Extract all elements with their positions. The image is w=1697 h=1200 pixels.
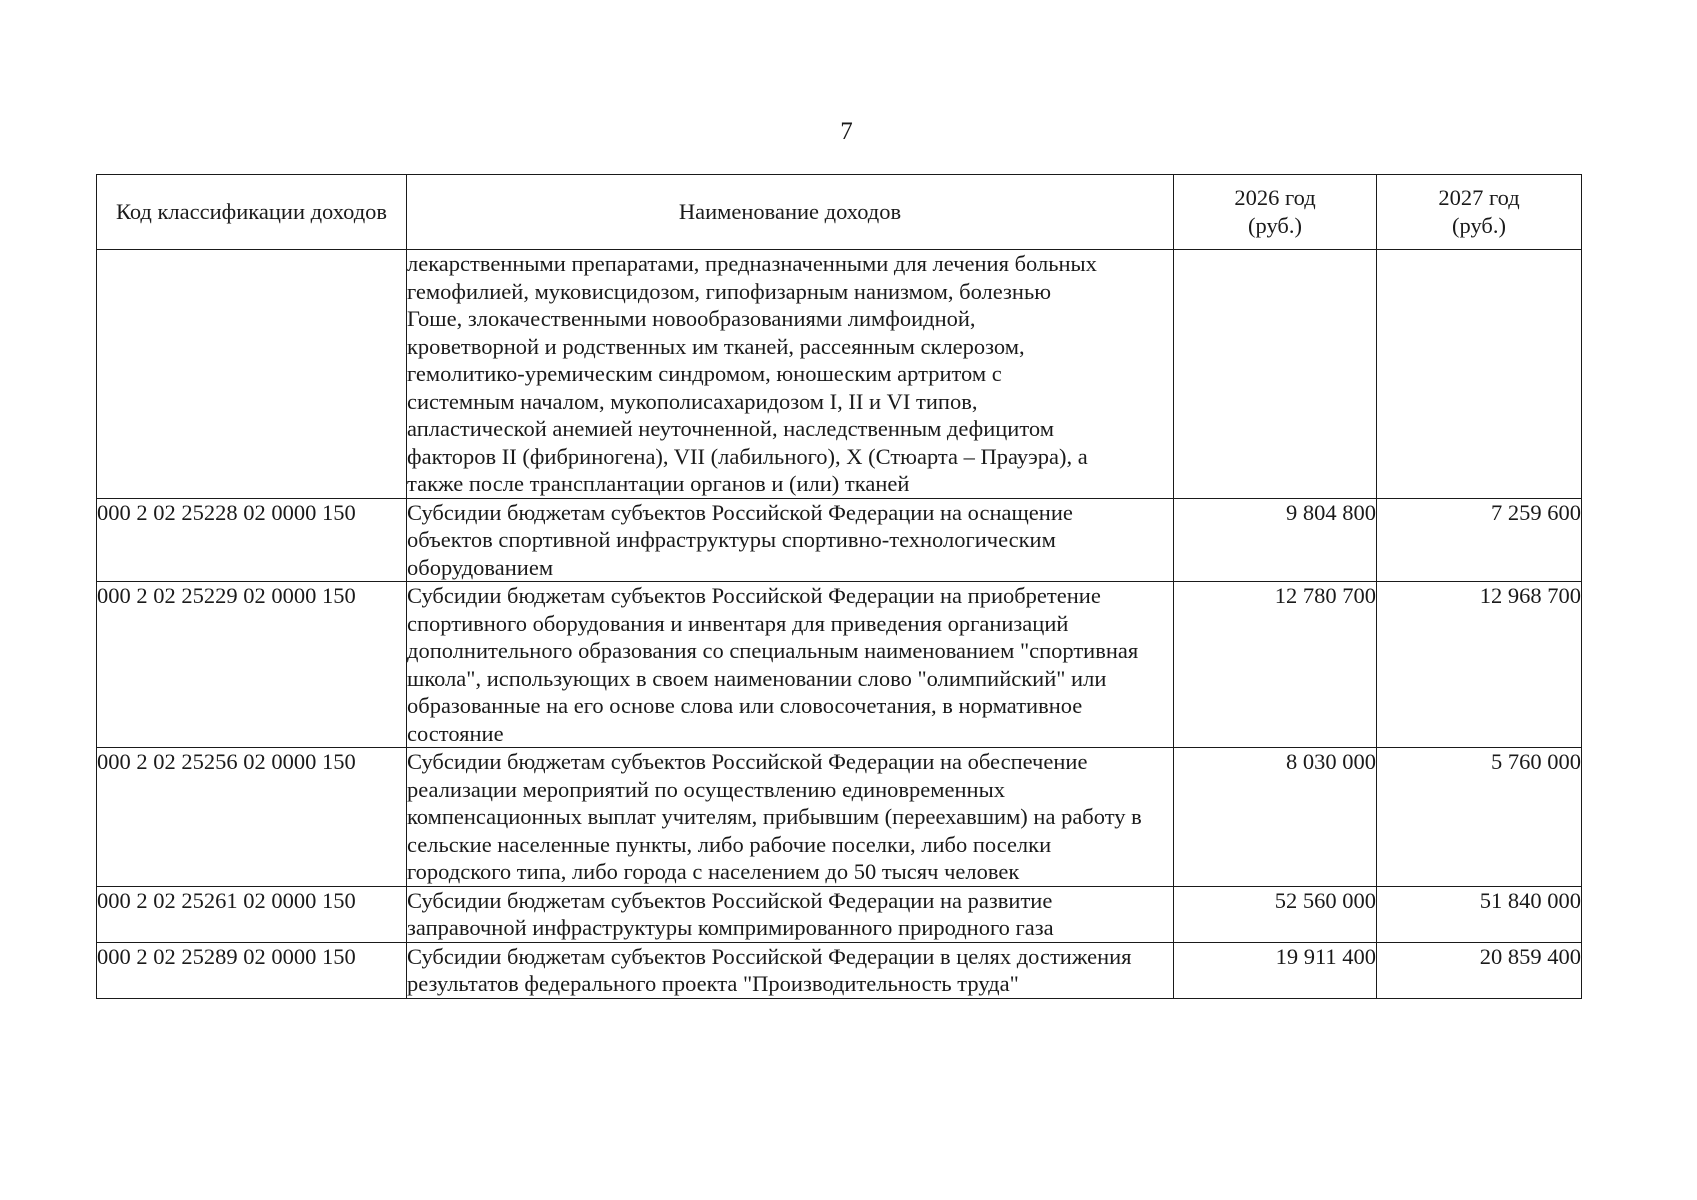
row-name: Субсидии бюджетам субъектов Российской Федерации на приобретение спортивного оборудования и инвентаря для приведения организаций дополнительного образования со специальным наименованием "спортивная школа", использующих в своем наименовании слово "олимпийский" или образованные на его основе слова или словосочетания, в нормативное состояние bbox=[407, 582, 1174, 748]
income-table bbox=[96, 174, 1582, 999]
header-code: Код классификации доходов bbox=[97, 175, 407, 250]
row-code bbox=[97, 250, 407, 499]
row-amount-2026: 9 804 800 bbox=[1174, 498, 1377, 582]
row-amount-2026: 8 030 000 bbox=[1174, 748, 1377, 887]
row-code: 000 2 02 25229 02 0000 150 bbox=[97, 582, 407, 748]
row-name: Субсидии бюджетам субъектов Российской Федерации в целях достижения результатов федерального проекта "Производительность труда" bbox=[407, 942, 1174, 998]
row-amount-2026: 12 780 700 bbox=[1174, 582, 1377, 748]
row-amount-2027: 51 840 000 bbox=[1377, 886, 1582, 942]
row-code: 000 2 02 25256 02 0000 150 bbox=[97, 748, 407, 887]
row-amount-2027: 12 968 700 bbox=[1377, 582, 1582, 748]
row-amount-2027 bbox=[1377, 250, 1582, 499]
table-header-row bbox=[97, 175, 1582, 250]
row-amount-2027: 20 859 400 bbox=[1377, 942, 1582, 998]
table-row bbox=[97, 250, 1582, 499]
row-name: Субсидии бюджетам субъектов Российской Федерации на обеспечение реализации мероприятий по осуществлению единовременных компенсационных выплат учителям, прибывшим (переехавшим) на работу в сельские населенные пункты, либо рабочие поселки, либо поселки городского типа, либо города с населением до 50 тысяч человек bbox=[407, 748, 1174, 887]
table-row bbox=[97, 748, 1582, 887]
table-row bbox=[97, 942, 1582, 998]
row-amount-2026: 19 911 400 bbox=[1174, 942, 1377, 998]
row-code: 000 2 02 25289 02 0000 150 bbox=[97, 942, 407, 998]
row-name: лекарственными препаратами, предназначенными для лечения больных гемофилией, муковисцидозом, гипофизарным нанизмом, болезнью Гоше, злокачественными новообразованиями лимфоидной, кроветворной и родственных им тканей, рассеянным склерозом, гемолитико-уремическим синдромом, юношеским артритом с системным началом, мукополисахаридозом I, II и VI типов, апластической анемией неуточненной, наследственным дефицитом факторов II (фибриногена), VII (лабильного), X (Стюарта – Прауэра), а также после трансплантации органов и (или) тканей bbox=[407, 250, 1174, 499]
row-code: 000 2 02 25228 02 0000 150 bbox=[97, 498, 407, 582]
table-row bbox=[97, 582, 1582, 748]
header-name: Наименование доходов bbox=[407, 175, 1174, 250]
row-amount-2027: 7 259 600 bbox=[1377, 498, 1582, 582]
page-number: 7 bbox=[840, 118, 853, 145]
table-row bbox=[97, 498, 1582, 582]
row-amount-2026: 52 560 000 bbox=[1174, 886, 1377, 942]
row-name: Субсидии бюджетам субъектов Российской Федерации на оснащение объектов спортивной инфраструктуры спортивно-технологическим оборудованием bbox=[407, 498, 1174, 582]
header-2027: 2027 год (руб.) bbox=[1377, 175, 1582, 250]
header-2026: 2026 год (руб.) bbox=[1174, 175, 1377, 250]
table-row bbox=[97, 886, 1582, 942]
row-name: Субсидии бюджетам субъектов Российской Федерации на развитие заправочной инфраструктуры компримированного природного газа bbox=[407, 886, 1174, 942]
row-amount-2027: 5 760 000 bbox=[1377, 748, 1582, 887]
row-code: 000 2 02 25261 02 0000 150 bbox=[97, 886, 407, 942]
row-amount-2026 bbox=[1174, 250, 1377, 499]
